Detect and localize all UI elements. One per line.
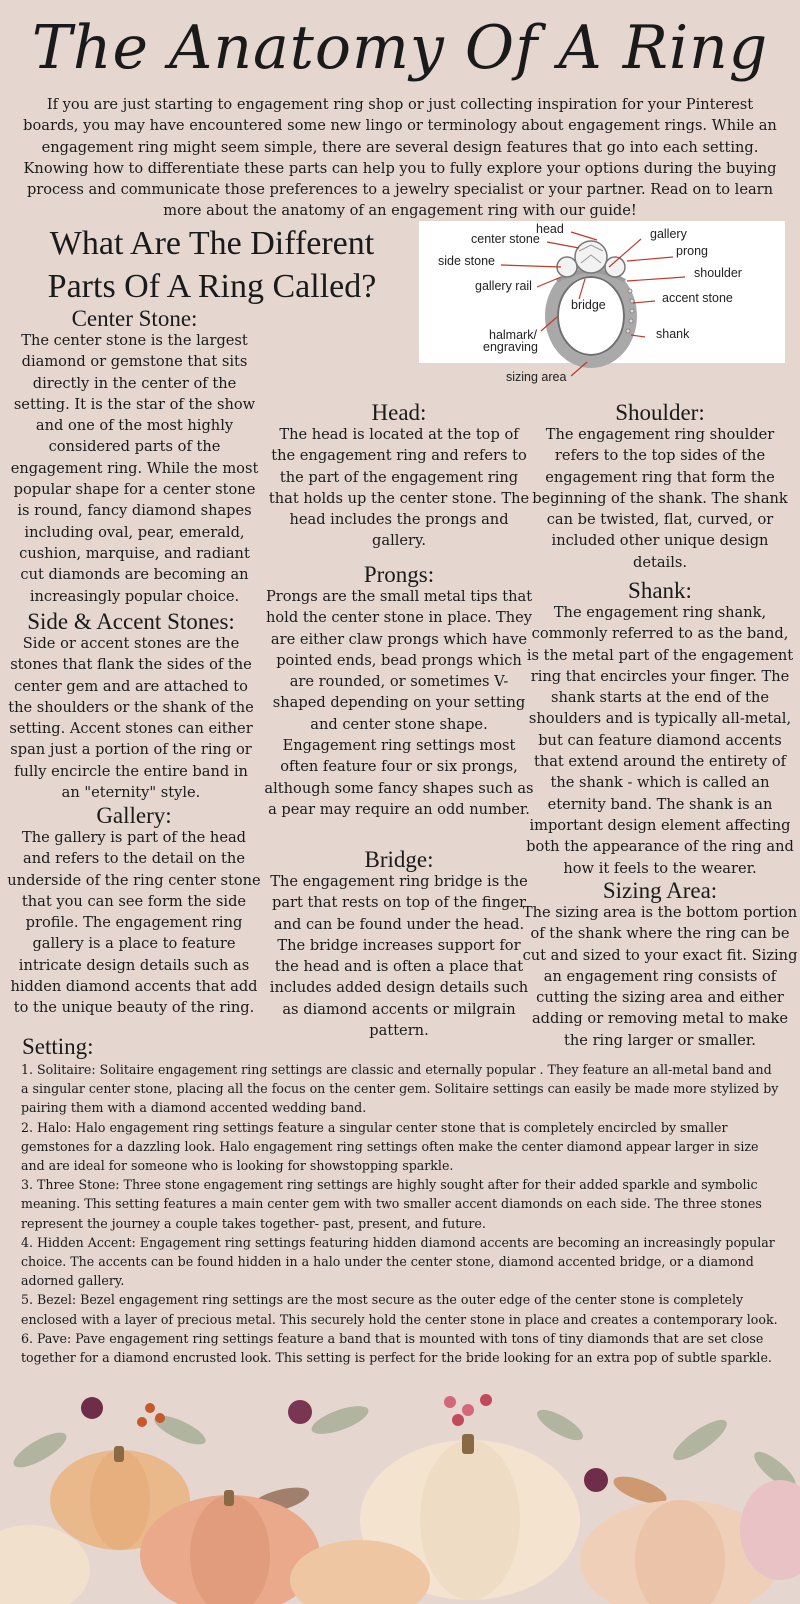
setting-item: 5. Bezel: Bezel engagement ring settings are the most secure as the outer edge of the center stone is completely enclosed with a layer of precious metal. This securely hold the center stone in place and creates a contemporary look. [21, 1292, 778, 1327]
section-head [268, 401, 530, 552]
side-stone-right-shape [605, 257, 625, 277]
section-title: Center Stone: [71, 306, 198, 331]
section-title: Sizing Area: [602, 878, 718, 903]
leader-head [571, 232, 597, 240]
section-sizing-area [520, 879, 800, 1051]
section-gallery [6, 804, 262, 1019]
accent-dot [628, 289, 632, 293]
leader-gallery [609, 239, 641, 267]
section-center-stone [6, 307, 263, 607]
leader-bridge [579, 279, 585, 299]
accent-dot [626, 329, 630, 333]
label-side-stone: side stone [438, 254, 495, 268]
leader-prong [627, 257, 673, 261]
section-text: The engagement ring bridge is the part that rests on top of the finger and can be found under the head. The bridge increases support for the head and is often a place that includes added design details such as diamond accents or milgrain pattern. [269, 873, 529, 1040]
section-text: The sizing area is the bottom portion of the shank where the ring can be cut and sized to your exact fit. Sizing an engagement ring consists of cutting the sizing area and either adding or removing metal to make the ring larger or smaller. [522, 904, 798, 1049]
berry-icon [137, 1417, 147, 1427]
setting-list [21, 1060, 783, 1367]
label-accent-stone: accent stone [662, 291, 733, 305]
section-text: The engagement ring shank, commonly referred to as the band, is the metal part of the engagement ring that encircles your finger. The shank starts at the end of the shoulders and is typically all-metal, but can feature diamond accents that extend around the entirety of the shank - which is called an eternity band. The shank is an important design element affecting both the appearance of the ring and how it feels to the wearer. [526, 604, 794, 877]
leaf-icon [308, 1400, 371, 1439]
pumpkin-floral-decoration [0, 1390, 800, 1600]
ring-diagram [419, 221, 785, 384]
section-title: Shank: [628, 578, 692, 603]
pumpkin-icon [90, 1450, 150, 1550]
label-engraving: engraving [483, 340, 538, 354]
label-prong: prong [676, 244, 708, 258]
center-stone-shape [575, 241, 607, 273]
section-bridge [266, 848, 532, 1041]
section-text: The gallery is part of the head and refers to the detail on the underside of the ring center stone that you can see form the side profile. The engagement ring gallery is a place to feature intricate design details such as hidden diamond accents that add to the unique beauty of the ring. [7, 829, 261, 1017]
berry-icon [145, 1403, 155, 1413]
ring-band-inner [558, 277, 624, 355]
section-text: The engagement ring shoulder refers to the top sides of the engagement ring that form the beginning of the shank. The shank can be twisted, flat, curved, or included other unique design details. [532, 426, 788, 571]
label-head: head [536, 222, 564, 236]
section-side-accent-stones [6, 610, 256, 803]
pumpkin-stem-icon [462, 1434, 474, 1454]
leader-shoulder [627, 277, 685, 281]
section-shoulder [532, 401, 788, 573]
leader-accent-stone [633, 301, 655, 303]
section-title: Prongs: [363, 562, 435, 587]
leader-side-stone [501, 265, 561, 267]
berry-icon [288, 1400, 312, 1424]
leader-center-stone [547, 242, 579, 248]
label-halmark: halmark/ [489, 328, 537, 342]
section-title: Gallery: [96, 803, 172, 828]
page-title: The Anatomy Of A Ring [31, 13, 769, 83]
setting-item: 4. Hidden Accent: Engagement ring settings featuring hidden diamond accents are becoming an increasingly popular choice. The accents can be found hidden in a halo under the center stone, diamond accented bridge, or a diamond adorned gallery. [21, 1234, 775, 1289]
section-title: Shoulder: [615, 400, 705, 425]
section-text: The center stone is the largest diamond or gemstone that sits directly in the center of the setting. It is the star of the show and one of the most highly considered parts of the engagement ring. While the most popular shape for a center stone is round, fancy diamond shapes including oval, pear, emerald, cushion, marquise, and radiant cut diamonds are becoming an increasingly popular choice. [10, 332, 259, 605]
section-text: Side or accent stones are the stones that flank the sides of the center gem and are attached to the shoulders or the shank of the setting. Accent stones can either span just a portion of the ring or fully encircle the entire band in an "eternity" style. [8, 635, 254, 802]
floral-svg [0, 1390, 800, 1600]
section-text: Prongs are the small metal tips that hold the center stone in place. They are either claw prongs which have pointed ends, bead prongs which are rounded, or sometimes V-shaped depending on your setting and center stone shape. Engagement ring settings most often feature four or six prongs, although some fancy shapes such as a pear may require an odd number. [264, 588, 534, 818]
setting-title: Setting: [22, 1034, 94, 1059]
leaf-icon [668, 1413, 732, 1466]
section-shank [526, 579, 794, 879]
berry-icon [81, 1397, 103, 1419]
label-sizing-area: sizing area [506, 370, 567, 384]
setting-item: 6. Pave: Pave engagement ring settings feature a band that is mounted with tons of tiny diamonds that are set close together for a diamond encrusted look. This setting is perfect for the bride looking for an extra pop of subtle sparkle. [21, 1330, 772, 1366]
section-title: Head: [371, 400, 427, 425]
berry-icon [155, 1413, 165, 1423]
intro-paragraph: If you are just starting to engagement ring shop or just collecting inspiration for your Pinterest boards, you may have encountered some new lingo or terminology about engagement rings. While an engagement ring might seem simple, there are several design features that go into each setting. Knowing how to differentiate these parts can help you to fully explore your options during the buying process and communicate those preferences to a jewelry specialist or your partner. Read on to learn more about the anatomy of an engagement ring with our guide! [23, 96, 777, 220]
berry-icon [462, 1404, 474, 1416]
pumpkin-stem-icon [224, 1490, 234, 1506]
section-title: Side & Accent Stones: [27, 609, 235, 634]
label-gallery: gallery [650, 227, 687, 241]
berry-icon [584, 1468, 608, 1492]
section-text: The head is located at the top of the engagement ring and refers to the part of the engagement ring that holds up the center stone. The head includes the prongs and gallery. [268, 426, 530, 550]
section-title: Bridge: [364, 847, 434, 872]
accent-dot [630, 309, 634, 313]
setting-item: 1. Solitaire: Solitaire engagement ring settings are classic and eternally popular . They feature an all-metal band and a singular center stone, placing all the focus on the center gem. Solitaire settings can easily be made more stylized by pairing them with a diamond accented wedding band. [21, 1062, 779, 1116]
setting-item: 2. Halo: Halo engagement ring settings feature a singular center stone that is completely encircled by smaller gemstones for a dazzling look. Halo engagement ring settings often make the center diamond appear larger in size and are ideal for someone who is looking for showstopping sparkle. [21, 1119, 759, 1174]
pumpkin-stem-icon [114, 1446, 124, 1462]
label-shank: shank [656, 327, 690, 341]
accent-dot [629, 319, 633, 323]
berry-icon [444, 1396, 456, 1408]
ring-band [551, 270, 631, 362]
ring-diagram-svg [419, 221, 785, 384]
pumpkin-icon [420, 1440, 520, 1600]
parts-heading: What Are The Different Parts Of A Ring Called? [47, 225, 377, 305]
leaf-icon [9, 1426, 71, 1473]
leaf-icon [533, 1404, 587, 1446]
berry-icon [452, 1414, 464, 1426]
section-prongs [264, 563, 534, 820]
berry-icon [480, 1394, 492, 1406]
label-shoulder: shoulder [694, 266, 742, 280]
label-center-stone: center stone [471, 232, 540, 246]
label-bridge: bridge [571, 298, 606, 312]
setting-item: 3. Three Stone: Three stone engagement ring settings are highly sought after for their added sparkle and symbolic meaning. This setting features a main center gem with two smaller accent diamonds on each side. The three stones represent the journey a couple takes together- past, present, and future. [21, 1177, 762, 1231]
label-gallery-rail: gallery rail [475, 279, 532, 293]
